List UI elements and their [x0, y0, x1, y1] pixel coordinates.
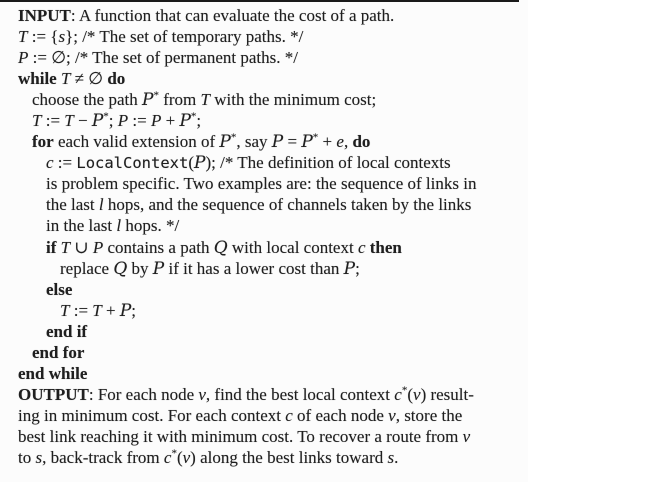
- math-var: s: [58, 27, 66, 47]
- math-script: P: [119, 300, 132, 321]
- math-script: P: [152, 258, 165, 279]
- code-line: [18, 26, 476, 47]
- text: best link reaching it with minimum cost. To recover a route from: [18, 426, 463, 446]
- code-line: [18, 426, 476, 447]
- code-line: [18, 68, 476, 89]
- math-script: P: [179, 111, 191, 132]
- math-var: e: [336, 132, 344, 152]
- text: , say: [236, 132, 272, 152]
- math-var: v: [462, 426, 471, 446]
- code-line: [18, 447, 476, 468]
- text: each valid extension of: [53, 132, 220, 152]
- text: :=: [69, 300, 93, 320]
- keyword: do: [352, 132, 371, 152]
- math-var: v: [413, 384, 421, 404]
- text: ≠ ∅: [70, 69, 108, 89]
- keyword: end while: [18, 363, 88, 383]
- text: : For each node: [88, 384, 199, 404]
- math-script: P: [194, 153, 206, 174]
- text: .: [394, 447, 399, 467]
- text: ing in minimum cost. For each context: [18, 405, 286, 425]
- code-line: [18, 173, 476, 194]
- superscript: *: [103, 110, 109, 123]
- text: ;: [355, 258, 360, 278]
- math-var: c: [394, 384, 402, 404]
- code-line: [18, 300, 476, 321]
- text: := {: [27, 27, 59, 47]
- math-var: T: [92, 300, 102, 320]
- math-var: T: [60, 69, 71, 89]
- text: :=: [53, 153, 77, 173]
- math-var: P: [117, 111, 129, 131]
- math-var: s: [387, 447, 395, 467]
- math-script: P: [142, 90, 154, 111]
- math-var: l: [98, 195, 104, 215]
- text: : A function that can evaluate the cost of a path.: [70, 6, 395, 25]
- text: (: [176, 447, 183, 467]
- code-line: [18, 258, 476, 279]
- math-var: P: [150, 111, 162, 131]
- code-line: [18, 279, 476, 300]
- math-var: c: [46, 153, 54, 173]
- algorithm-pseudocode: [18, 5, 476, 468]
- math-script: P: [301, 132, 313, 153]
- text: +: [161, 111, 180, 131]
- math-var: v: [182, 447, 191, 467]
- math-script: P: [343, 258, 356, 279]
- text: is problem specific. Two examples are: the sequence of links in: [46, 174, 477, 194]
- text: ;: [108, 111, 118, 131]
- code-line: [18, 342, 476, 363]
- math-var: T: [64, 111, 74, 131]
- superscript: *: [171, 447, 177, 460]
- text: ) result-: [420, 384, 474, 404]
- code-line: [18, 321, 476, 342]
- code-line: [18, 237, 476, 258]
- math-var: c: [285, 405, 293, 425]
- keyword: while: [18, 69, 57, 89]
- top-rule: [0, 0, 519, 2]
- math-var: l: [116, 216, 122, 236]
- superscript: *: [153, 89, 159, 102]
- code-line: [18, 110, 476, 131]
- math-var: T: [200, 90, 210, 110]
- text: to: [18, 447, 36, 467]
- code-identifier: LocalContext: [76, 154, 189, 173]
- keyword: for: [32, 132, 54, 152]
- text: the last: [46, 195, 99, 215]
- math-var: s: [35, 447, 43, 467]
- text: (: [188, 153, 195, 173]
- superscript: *: [312, 131, 319, 144]
- text: , store the: [395, 405, 463, 425]
- text: ,: [343, 132, 353, 152]
- math-var: v: [198, 384, 206, 404]
- superscript: *: [401, 384, 408, 397]
- text: }; /* The set of temporary paths. */: [65, 27, 304, 47]
- math-var: c: [163, 447, 172, 467]
- text: replace: [60, 258, 114, 278]
- text: contains a path: [103, 237, 214, 257]
- text: of each node: [292, 405, 389, 425]
- text: from: [158, 90, 201, 110]
- code-line: [18, 384, 476, 405]
- code-line: [18, 194, 476, 215]
- text: ;: [131, 300, 137, 320]
- text: ); /* The definition of local contexts: [205, 153, 451, 173]
- math-var: T: [32, 111, 42, 131]
- keyword: OUTPUT: [18, 384, 89, 404]
- math-var: v: [388, 405, 396, 425]
- keyword: else: [46, 279, 73, 299]
- math-var: c: [357, 237, 366, 257]
- code-line: [18, 215, 476, 236]
- text: ) along the best links toward: [190, 447, 388, 467]
- math-var: P: [92, 237, 104, 257]
- text: with local context: [227, 237, 358, 257]
- code-line: [18, 5, 476, 26]
- code-line: [18, 89, 476, 110]
- text: :=: [128, 111, 151, 131]
- code-line: [18, 405, 476, 426]
- keyword: end if: [46, 321, 88, 341]
- text: in the last: [46, 216, 117, 236]
- text: :=: [41, 111, 65, 131]
- text: choose the path: [32, 90, 142, 110]
- math-var: T: [18, 27, 28, 47]
- code-line: [18, 131, 476, 152]
- superscript: *: [230, 131, 237, 144]
- math-script: Q: [113, 258, 128, 279]
- code-line: [18, 363, 476, 384]
- text: , back-track from: [42, 447, 164, 467]
- keyword: end for: [32, 342, 85, 362]
- code-line: [18, 47, 476, 68]
- math-var: T: [60, 237, 71, 257]
- math-var: T: [60, 300, 70, 320]
- math-script: Q: [213, 237, 228, 258]
- math-script: P: [91, 111, 104, 132]
- text: , find the best local context: [205, 384, 395, 404]
- text: =: [283, 132, 302, 152]
- text: ;: [196, 111, 202, 131]
- keyword: INPUT: [18, 6, 71, 25]
- math-script: P: [219, 132, 231, 153]
- text: hops. */: [121, 216, 180, 236]
- text: (: [407, 384, 414, 404]
- text: := ∅; /* The set of permanent paths. */: [28, 48, 298, 68]
- text: +: [101, 300, 120, 320]
- text: if it has a lower cost than: [164, 258, 344, 278]
- code-line: [18, 152, 476, 173]
- math-var: P: [18, 48, 29, 68]
- keyword: if: [46, 237, 57, 257]
- text: with the minimum cost;: [209, 90, 377, 110]
- math-script: P: [271, 132, 284, 153]
- superscript: *: [190, 110, 197, 123]
- keyword: then: [369, 237, 402, 257]
- text: hops, and the sequence of channels taken by the links: [103, 195, 472, 215]
- text: by: [127, 258, 153, 278]
- text: +: [318, 132, 337, 152]
- text: −: [73, 111, 92, 131]
- text: ∪: [70, 237, 93, 257]
- keyword: do: [107, 69, 126, 89]
